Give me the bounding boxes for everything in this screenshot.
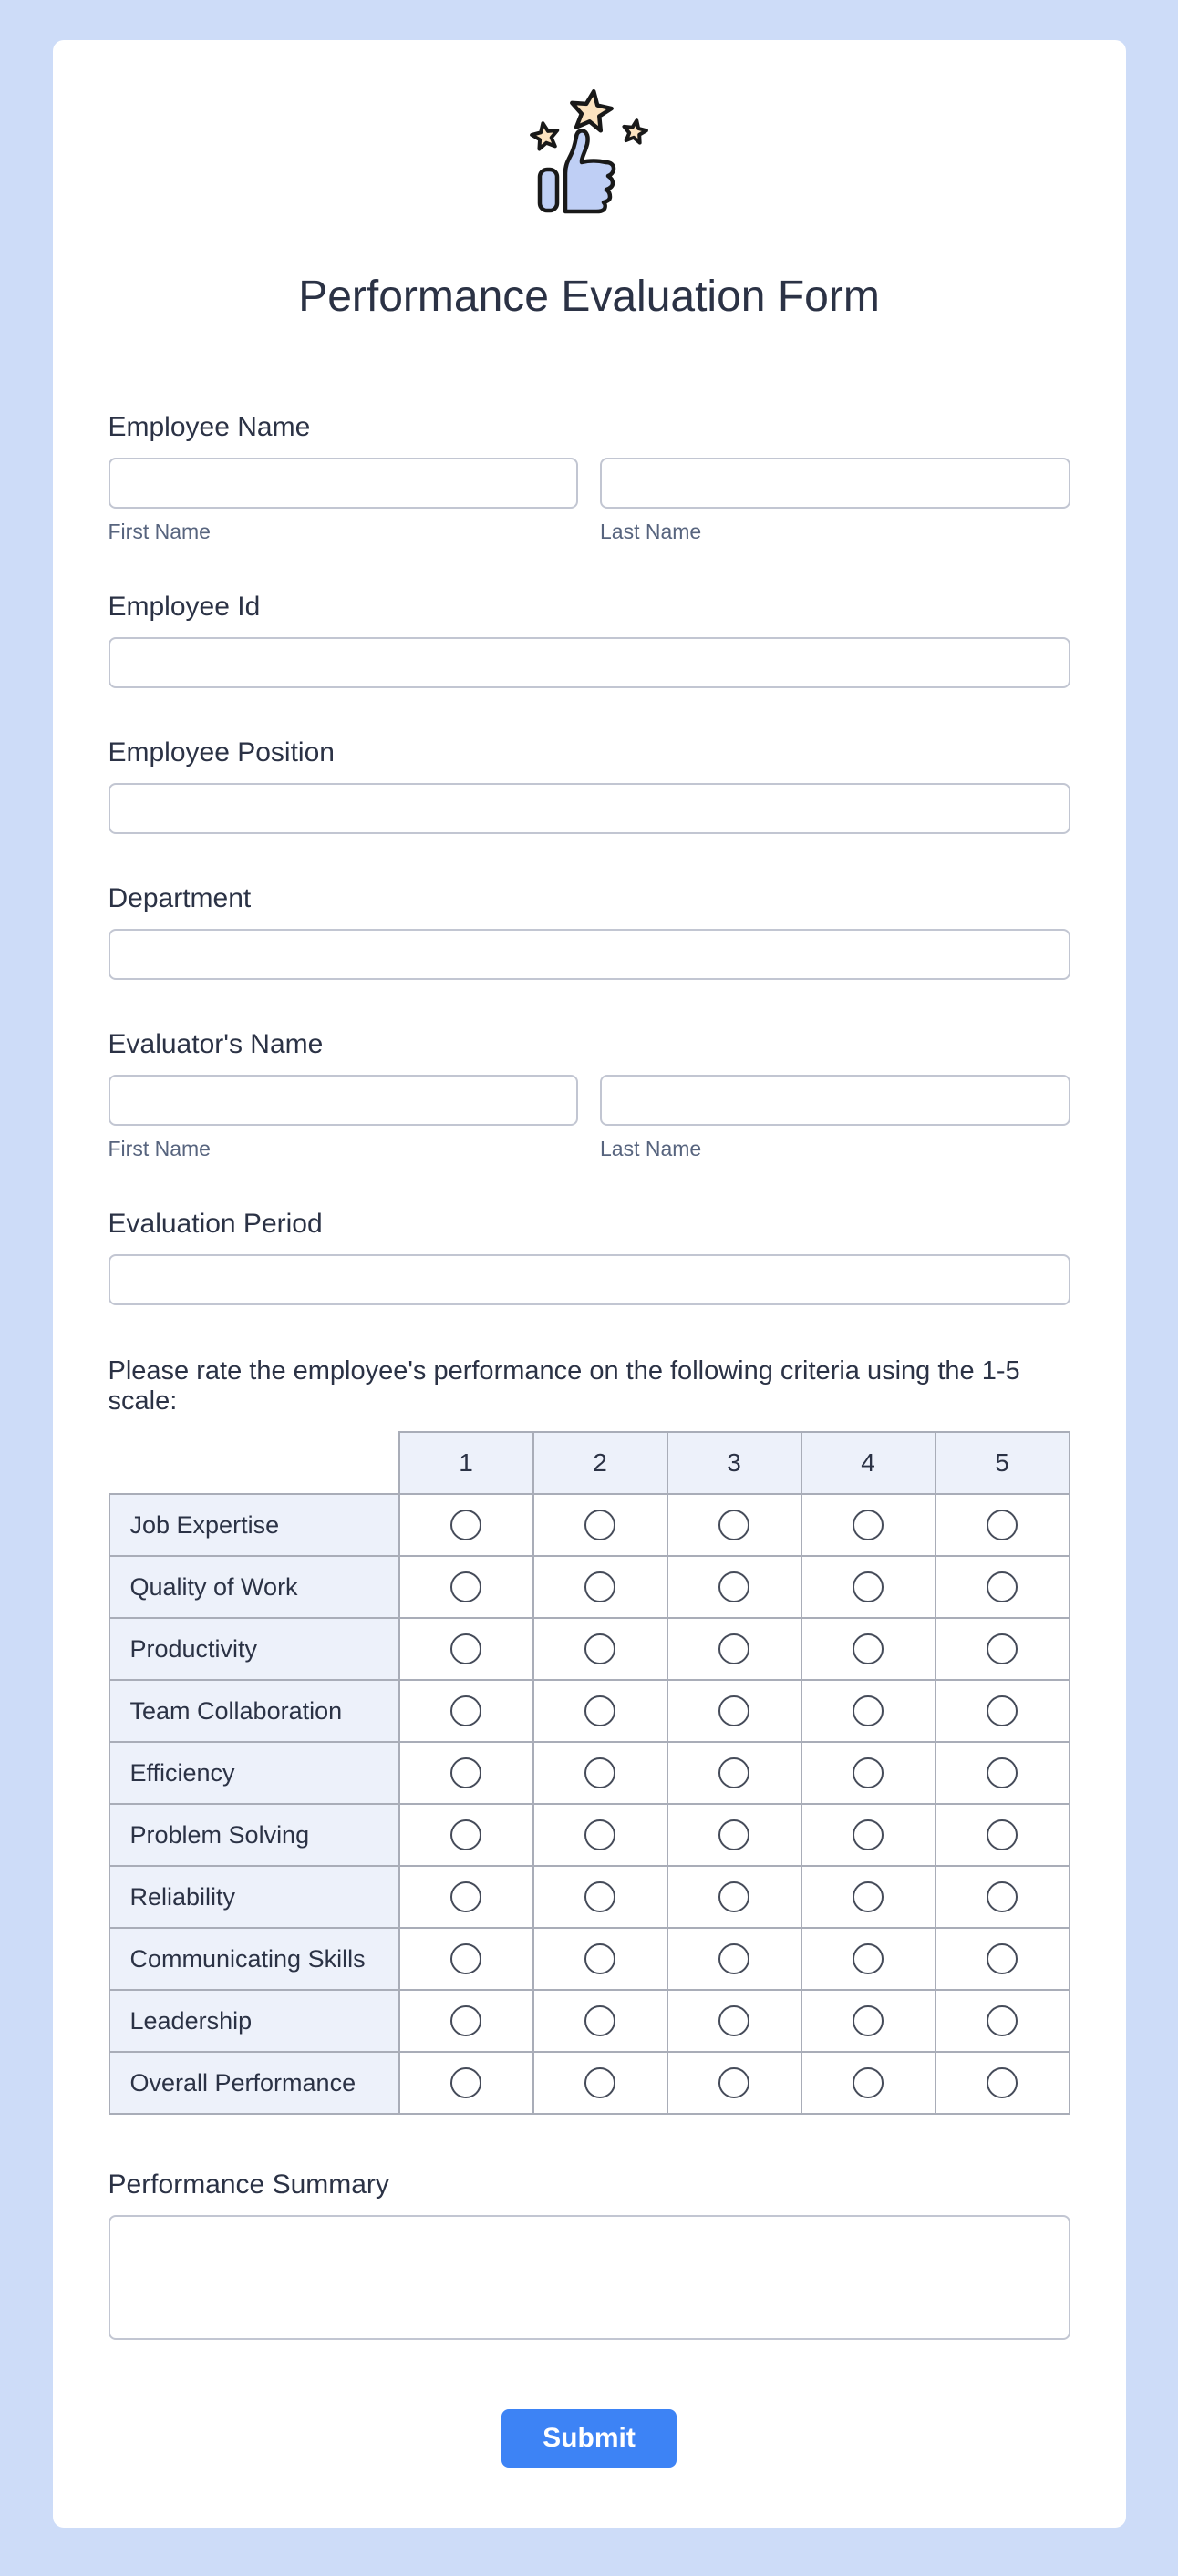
rating-radio[interactable] [852, 1571, 884, 1602]
criteria-label: Communicating Skills [109, 1928, 399, 1990]
rating-cell [935, 1556, 1070, 1618]
rating-cell [801, 2052, 935, 2114]
field-employee-id [108, 593, 1070, 688]
rating-radio[interactable] [852, 1943, 884, 1974]
rating-radio[interactable] [450, 1510, 481, 1540]
rating-radio[interactable] [987, 1571, 1018, 1602]
rating-radio[interactable] [718, 1510, 749, 1540]
employee-first-name-sublabel: First Name [108, 520, 211, 543]
rating-radio[interactable] [718, 2067, 749, 2098]
rating-radio[interactable] [450, 2005, 481, 2036]
rating-cell [399, 2052, 533, 2114]
rating-column-header-4: 4 [801, 1432, 935, 1494]
employee-last-name-col [600, 458, 1070, 542]
rating-radio[interactable] [584, 1510, 615, 1540]
employee-name-label: Employee Name [108, 412, 311, 442]
rating-cell [533, 1742, 667, 1804]
rating-cell [667, 1618, 801, 1680]
rating-radio[interactable] [584, 1571, 615, 1602]
evaluation-period-label: Evaluation Period [108, 1209, 323, 1239]
evaluator-first-name-input[interactable] [108, 1075, 579, 1126]
rating-radio[interactable] [718, 1633, 749, 1664]
rating-row-reliability [109, 1866, 1070, 1928]
employee-name-row [108, 458, 1070, 542]
rating-cell [533, 1618, 667, 1680]
rating-section [108, 1356, 1070, 2115]
evaluator-last-name-sublabel: Last Name [600, 1137, 702, 1160]
rating-cell [667, 1928, 801, 1990]
rating-cell [667, 2052, 801, 2114]
rating-radio[interactable] [852, 1757, 884, 1788]
department-input[interactable] [108, 929, 1070, 980]
rating-radio[interactable] [584, 1695, 615, 1726]
rating-radio[interactable] [852, 2005, 884, 2036]
field-employee-position [108, 739, 1070, 834]
rating-row-quality-of-work [109, 1556, 1070, 1618]
rating-cell [935, 1804, 1070, 1866]
rating-cell [399, 1680, 533, 1742]
rating-radio[interactable] [584, 1819, 615, 1850]
criteria-label: Problem Solving [109, 1804, 399, 1866]
rating-radio[interactable] [584, 2067, 615, 2098]
rating-radio[interactable] [987, 1757, 1018, 1788]
rating-radio[interactable] [718, 1819, 749, 1850]
rating-row-leadership [109, 1990, 1070, 2052]
rating-cell [399, 1494, 533, 1556]
rating-radio[interactable] [718, 1695, 749, 1726]
employee-position-input[interactable] [108, 783, 1070, 834]
rating-radio[interactable] [987, 1633, 1018, 1664]
rating-cell [935, 1618, 1070, 1680]
rating-cell [533, 1494, 667, 1556]
performance-summary-label: Performance Summary [108, 2169, 389, 2200]
rating-radio[interactable] [450, 2067, 481, 2098]
evaluator-last-name-input[interactable] [600, 1075, 1070, 1126]
evaluator-first-name-sublabel: First Name [108, 1137, 211, 1160]
form-fields [108, 414, 1070, 1305]
rating-cell [399, 1618, 533, 1680]
rating-cell [399, 1742, 533, 1804]
rating-table-corner-cell [109, 1432, 399, 1494]
evaluator-name-row [108, 1075, 1070, 1159]
rating-cell [533, 1804, 667, 1866]
rating-radio[interactable] [987, 2005, 1018, 2036]
field-performance-summary [108, 2171, 1070, 2340]
rating-cell [935, 1928, 1070, 1990]
rating-radio[interactable] [584, 1757, 615, 1788]
criteria-label: Job Expertise [109, 1494, 399, 1556]
department-label: Department [108, 883, 252, 913]
rating-column-header-1: 1 [399, 1432, 533, 1494]
rating-cell [801, 1742, 935, 1804]
form-card [53, 40, 1126, 2528]
rating-radio[interactable] [450, 1695, 481, 1726]
rating-cell [801, 1804, 935, 1866]
employee-last-name-sublabel: Last Name [600, 520, 702, 543]
form-header-image [525, 85, 653, 222]
thumbs-up-stars-icon [525, 85, 653, 222]
rating-radio[interactable] [450, 1757, 481, 1788]
rating-cell [801, 1680, 935, 1742]
rating-cell [935, 1742, 1070, 1804]
rating-radio[interactable] [450, 1571, 481, 1602]
rating-row-communicating-skills [109, 1928, 1070, 1990]
rating-radio[interactable] [852, 1881, 884, 1912]
evaluator-name-label: Evaluator's Name [108, 1029, 324, 1059]
field-evaluation-period [108, 1211, 1070, 1305]
rating-radio[interactable] [584, 1633, 615, 1664]
rating-radio[interactable] [450, 1819, 481, 1850]
rating-cell [533, 1556, 667, 1618]
star-icon-right [622, 118, 648, 143]
employee-first-name-col [108, 458, 579, 542]
rating-radio[interactable] [987, 1881, 1018, 1912]
rating-cell [533, 1680, 667, 1742]
rating-question: Please rate the employee's performance on the following criteria using the 1-5 scale: [108, 1356, 1020, 1416]
rating-cell [399, 1556, 533, 1618]
rating-row-productivity [109, 1618, 1070, 1680]
page-title: Performance Evaluation Form [298, 273, 880, 321]
employee-last-name-input[interactable] [600, 458, 1070, 509]
rating-header-row [109, 1432, 1070, 1494]
rating-cell [667, 1804, 801, 1866]
rating-cell [801, 1618, 935, 1680]
rating-cell [801, 1866, 935, 1928]
rating-cell [935, 1680, 1070, 1742]
submit-row [108, 2409, 1070, 2468]
criteria-label: Overall Performance [109, 2052, 399, 2114]
rating-radio[interactable] [718, 1571, 749, 1602]
submit-button[interactable]: Submit [501, 2409, 677, 2468]
criteria-label: Quality of Work [109, 1556, 399, 1618]
rating-cell [801, 1494, 935, 1556]
rating-radio[interactable] [584, 1943, 615, 1974]
rating-radio[interactable] [718, 1757, 749, 1788]
rating-radio[interactable] [852, 1510, 884, 1540]
employee-id-label: Employee Id [108, 592, 261, 622]
rating-cell [667, 1866, 801, 1928]
criteria-label: Leadership [109, 1990, 399, 2052]
rating-column-header-2: 2 [533, 1432, 667, 1494]
rating-cell [399, 1928, 533, 1990]
rating-cell [667, 1680, 801, 1742]
rating-row-efficiency [109, 1742, 1070, 1804]
rating-row-problem-solving [109, 1804, 1070, 1866]
rating-cell [801, 1556, 935, 1618]
rating-radio[interactable] [987, 1695, 1018, 1726]
rating-cell [935, 1990, 1070, 2052]
rating-radio[interactable] [718, 1881, 749, 1912]
rating-radio[interactable] [852, 1695, 884, 1726]
field-department [108, 885, 1070, 980]
rating-cell [399, 1804, 533, 1866]
rating-radio[interactable] [852, 1633, 884, 1664]
thumbs-up-shape [565, 130, 614, 211]
evaluator-first-name-col [108, 1075, 579, 1159]
rating-table [108, 1431, 1070, 2115]
rating-radio[interactable] [718, 2005, 749, 2036]
evaluation-period-input[interactable] [108, 1254, 1070, 1305]
rating-cell [667, 1742, 801, 1804]
criteria-label: Team Collaboration [109, 1680, 399, 1742]
rating-radio[interactable] [584, 1881, 615, 1912]
rating-radio[interactable] [852, 1819, 884, 1850]
rating-radio[interactable] [987, 1819, 1018, 1850]
rating-row-overall-performance [109, 2052, 1070, 2114]
field-evaluator-name [108, 1031, 1070, 1159]
criteria-label: Productivity [109, 1618, 399, 1680]
rating-column-header-5: 5 [935, 1432, 1070, 1494]
rating-radio[interactable] [718, 1943, 749, 1974]
rating-cell [533, 1866, 667, 1928]
evaluator-last-name-col [600, 1075, 1070, 1159]
rating-radio[interactable] [987, 1510, 1018, 1540]
rating-cell [667, 1990, 801, 2052]
rating-cell [801, 1928, 935, 1990]
employee-id-input[interactable] [108, 637, 1070, 688]
employee-first-name-input[interactable] [108, 458, 579, 509]
rating-cell [399, 1990, 533, 2052]
criteria-label: Efficiency [109, 1742, 399, 1804]
thumb-cuff-shape [540, 170, 557, 211]
rating-cell [533, 1990, 667, 2052]
rating-cell [667, 1556, 801, 1618]
rating-cell [801, 1990, 935, 2052]
rating-row-job-expertise [109, 1494, 1070, 1556]
star-icon-large [569, 88, 614, 131]
employee-position-label: Employee Position [108, 737, 335, 768]
rating-radio[interactable] [450, 1881, 481, 1912]
rating-cell [935, 2052, 1070, 2114]
rating-radio[interactable] [584, 2005, 615, 2036]
rating-cell [667, 1494, 801, 1556]
rating-radio[interactable] [987, 2067, 1018, 2098]
rating-row-team-collaboration [109, 1680, 1070, 1742]
rating-radio[interactable] [450, 1943, 481, 1974]
rating-radio[interactable] [852, 2067, 884, 2098]
star-icon-left [530, 121, 560, 150]
rating-radio[interactable] [987, 1943, 1018, 1974]
performance-summary-textarea[interactable] [108, 2215, 1070, 2340]
field-employee-name [108, 414, 1070, 542]
rating-column-header-3: 3 [667, 1432, 801, 1494]
rating-cell [935, 1494, 1070, 1556]
rating-radio[interactable] [450, 1633, 481, 1664]
criteria-label: Reliability [109, 1866, 399, 1928]
rating-cell [399, 1866, 533, 1928]
rating-cell [533, 2052, 667, 2114]
rating-cell [935, 1866, 1070, 1928]
rating-cell [533, 1928, 667, 1990]
